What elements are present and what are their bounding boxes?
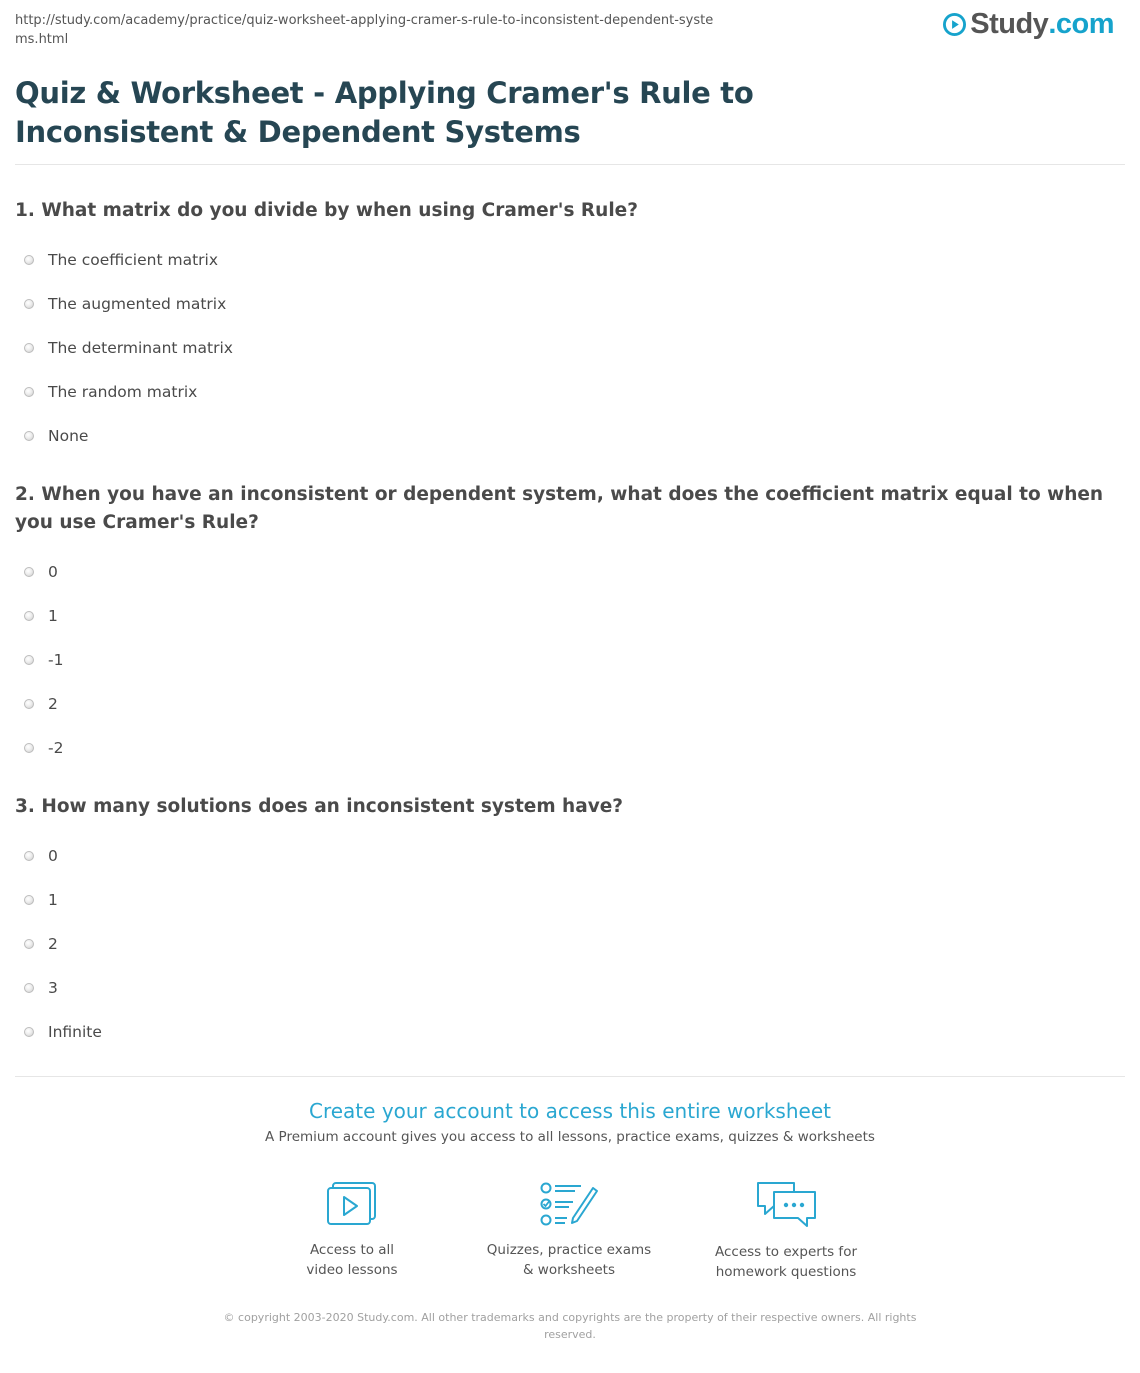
radio-button[interactable] xyxy=(24,743,34,753)
expert-chat-icon xyxy=(754,1180,818,1230)
option-label: -1 xyxy=(48,651,64,669)
option-label: None xyxy=(48,427,89,445)
answer-option[interactable] xyxy=(15,370,1125,414)
option-label: 2 xyxy=(48,695,58,713)
study-logo[interactable] xyxy=(943,8,1114,41)
answer-option[interactable] xyxy=(15,878,1125,922)
radio-button[interactable] xyxy=(24,567,34,577)
feature-line-2: homework questions xyxy=(715,1264,857,1280)
feature-video-lessons xyxy=(252,1180,452,1280)
video-lesson-icon xyxy=(325,1180,379,1228)
feature-line-2: video lessons xyxy=(306,1262,398,1278)
question-2 xyxy=(15,481,1125,770)
question-text: 1. What matrix do you divide by when using Cramer's Rule? xyxy=(15,200,638,221)
play-logo-icon xyxy=(943,13,966,36)
question-1 xyxy=(15,197,1125,458)
answer-option[interactable] xyxy=(15,726,1125,770)
feature-line-1: Quizzes, practice exams xyxy=(486,1242,652,1258)
option-label: The augmented matrix xyxy=(48,295,227,313)
feature-line-1: Access to experts for xyxy=(714,1244,857,1260)
title-divider xyxy=(15,164,1125,165)
option-label: The random matrix xyxy=(48,383,198,401)
answer-option[interactable] xyxy=(15,594,1125,638)
option-label: 1 xyxy=(48,891,58,909)
radio-button[interactable] xyxy=(24,655,34,665)
option-label: The determinant matrix xyxy=(48,339,233,357)
quiz-checklist-icon xyxy=(539,1180,599,1228)
answer-option[interactable] xyxy=(15,922,1125,966)
option-label: -2 xyxy=(48,739,64,757)
answer-option[interactable] xyxy=(15,638,1125,682)
radio-button[interactable] xyxy=(24,299,34,309)
answer-option[interactable] xyxy=(15,414,1125,458)
radio-button[interactable] xyxy=(24,387,34,397)
radio-button[interactable] xyxy=(24,431,34,441)
radio-button[interactable] xyxy=(24,983,34,993)
option-label: 0 xyxy=(48,563,58,581)
cta-divider xyxy=(15,1076,1125,1077)
radio-button[interactable] xyxy=(24,939,34,949)
option-label: 1 xyxy=(48,607,58,625)
answer-option[interactable] xyxy=(15,550,1125,594)
option-label: Infinite xyxy=(48,1023,102,1041)
answer-option[interactable] xyxy=(15,238,1125,282)
answer-option[interactable] xyxy=(15,282,1125,326)
answer-option[interactable] xyxy=(15,326,1125,370)
radio-button[interactable] xyxy=(24,699,34,709)
page-url: http://study.com/academy/practice/quiz-worksheet-applying-cramer-s-rule-to-inconsistent-dependent-systems.html xyxy=(15,13,714,47)
logo-suffix: .com xyxy=(1048,8,1114,40)
option-label: 0 xyxy=(48,847,58,865)
logo-name: Study xyxy=(970,8,1049,40)
radio-button[interactable] xyxy=(24,895,34,905)
answer-option[interactable] xyxy=(15,1010,1125,1054)
feature-line-1: Access to all xyxy=(309,1242,395,1258)
question-3 xyxy=(15,793,1125,1054)
cta-subtitle: A Premium account gives you access to all lessons, practice exams, quizzes & worksheets xyxy=(265,1129,875,1145)
radio-button[interactable] xyxy=(24,1027,34,1037)
radio-button[interactable] xyxy=(24,851,34,861)
page-title: Quiz & Worksheet - Applying Cramer's Rule to Inconsistent & Dependent Systems xyxy=(15,76,754,149)
option-label: 2 xyxy=(48,935,58,953)
answer-option[interactable] xyxy=(15,682,1125,726)
feature-experts xyxy=(686,1180,886,1282)
answer-option[interactable] xyxy=(15,834,1125,878)
feature-line-2: & worksheets xyxy=(522,1262,615,1278)
radio-button[interactable] xyxy=(24,611,34,621)
question-text: 3. How many solutions does an inconsistent system have? xyxy=(15,796,624,817)
option-label: 3 xyxy=(48,979,58,997)
radio-button[interactable] xyxy=(24,255,34,265)
radio-button[interactable] xyxy=(24,343,34,353)
answer-option[interactable] xyxy=(15,966,1125,1010)
option-label: The coefficient matrix xyxy=(48,251,219,269)
question-text: 2. When you have an inconsistent or dependent system, what does the coefficient matrix equal to when you use Cramer's Rule? xyxy=(15,484,1104,533)
copyright-notice: © copyright 2003-2020 Study.com. All other trademarks and copyrights are the property of their respective owners. All rights reserved. xyxy=(223,1311,917,1341)
feature-quizzes xyxy=(469,1180,669,1280)
cta-title-link[interactable]: Create your account to access this entire worksheet xyxy=(309,1099,831,1123)
